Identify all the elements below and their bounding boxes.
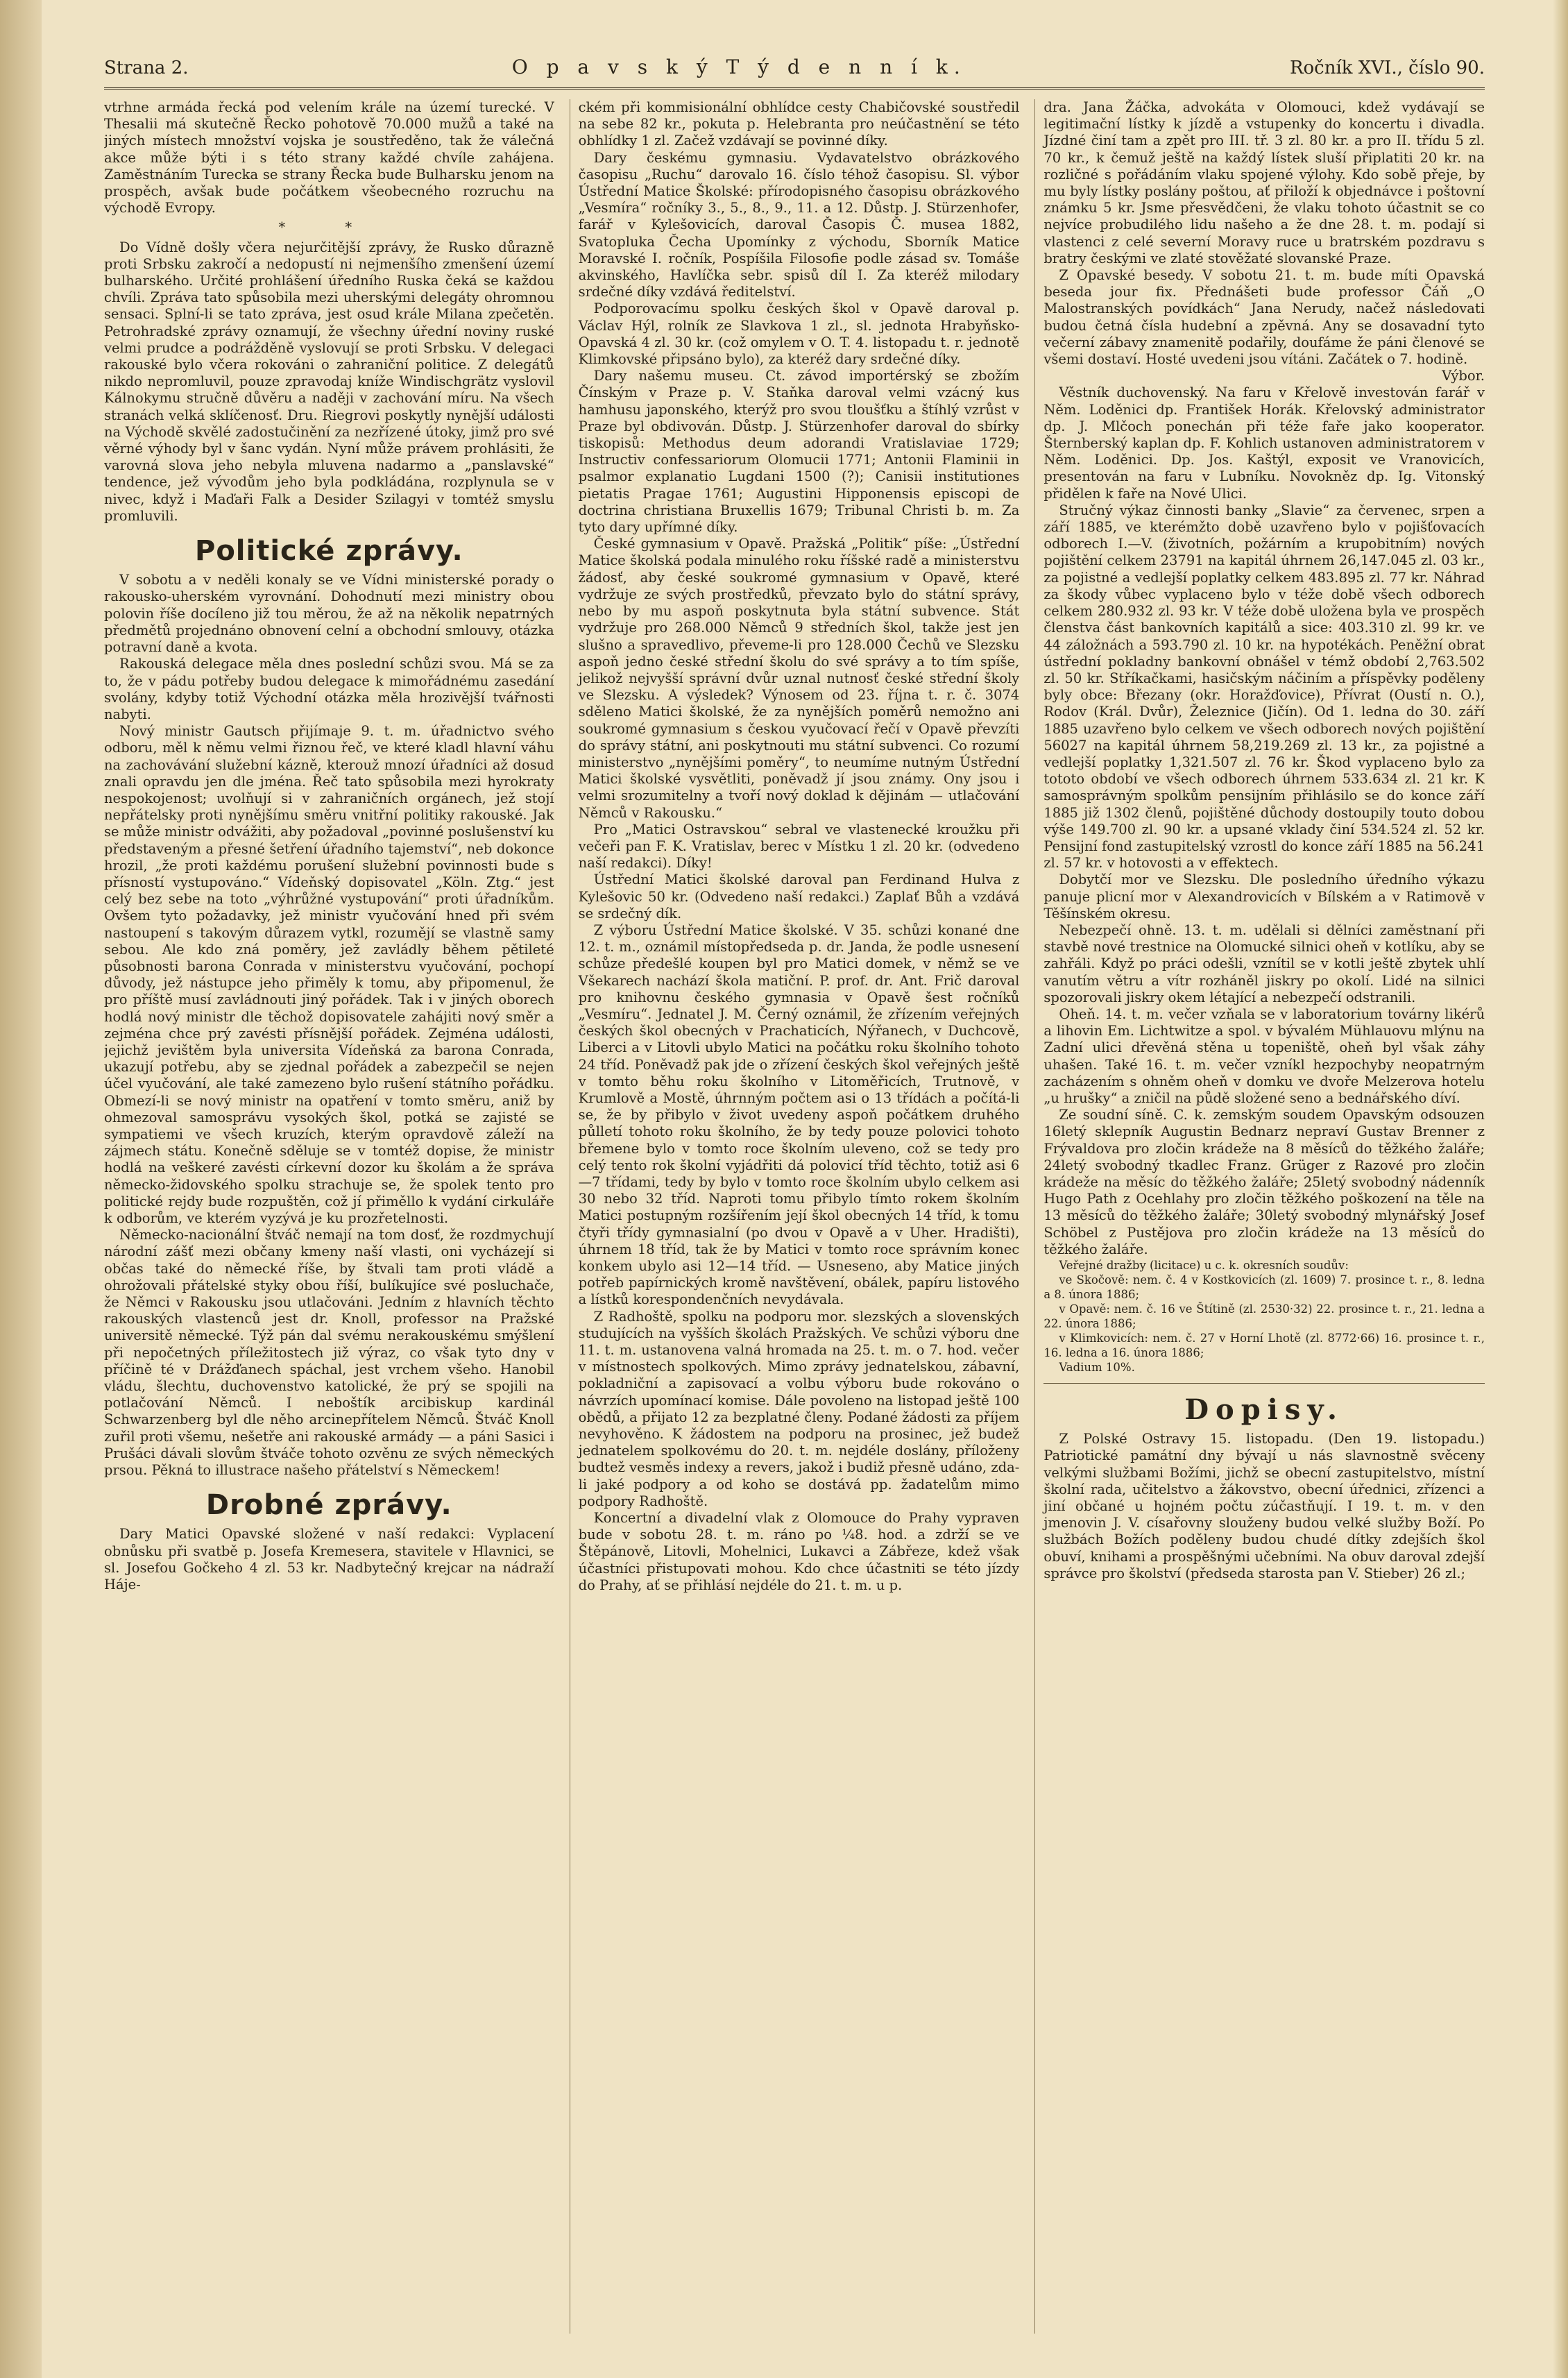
paragraph: Německo-nacionální štváč nemají na tom dosť, že rozdmychují národní zášť mezi občany kmeny naší vlasti, oni vycházejí si občas také do německé říše, by štvali tam proti vládě a ohrožovali přátelské styky obou říší, bulíkujíce své posluchače, že Němci v Rakousku jsou utlačováni. Jedním z hlavních těchto rakouských vlastenců jest dr. Knoll, professor na Pražské universitě německé. Týž pán dal svému nerakouskému smýšlení při nepočetných příležitostech již výraz, co však tyto dny v příčině té v Drážďanech spáchal, jest vrchem všeho. Hanobil vládu, šlechtu, duchovenstvo katolické, že prý se spojili na potlačování Němců. I neboštík arcibiskup kardinál Schwarzenberg byl dle něho arcinepřítelem Němců. Štváč Knoll zuřil proti všemu, nešetře ani rakouské armády — a páni Sasici i Prušáci dávali slovům štváče tohoto ozvěnu ze svých německých prsou. Pěkná to illustrace našeho přátelství s Německem! [104, 1227, 554, 1479]
book-spine-shadow [0, 0, 42, 2378]
newspaper-page [104, 56, 1485, 2345]
column-1 [104, 99, 554, 2334]
auction-line: Veřejné dražby (licitace) u c. k. okresních soudův: [1059, 1259, 1349, 1273]
auction-line: Vadium 10%. [1059, 1361, 1135, 1375]
paragraph: Nebezpečí ohně. 13. t. m. udělali si dělníci zaměstnaní při stavbě nové trestnice na Olomucké silnici oheň v kotlíku, aby se zahřáli. Když po práci odešli, vznítil se v kotli ještě zbytek uhlí vanutím větru a vítr rozháněl jiskry po okolí. Lidé na silnici spozorovali jiskry okem létající a nebezpečí odstranili. [1043, 922, 1485, 1005]
running-head [104, 56, 1485, 90]
paragraph: dra. Jana Žáčka, advokáta v Olomouci, kdež vydávají se legitimační lístky k jízdě a vstupenky do koncertu i divadla. Jízdné činí tam a zpět pro III. tř. 3 zl. 80 kr. a pro II. třídu 5 zl. 70 kr., k čemuž ještě na každý lístek sluší připlatiti 20 kr. na rozličné s pořádáním vlaku spojené výlohy. Kdo sobě přeje, by mu byly lístky poslány poštou, ať přiloží k objednávce i poštovní známku 5 kr. Jsme přesvědčeni, že vlaku tohoto účastnit se co nejvíce probudilého lidu našeho a že dne 28. t. m. podají si vlastenci z celé severní Moravy ruce u bratrském pozdravu s bratry českými ve zlaté stověžaté slovanské Praze. [1043, 99, 1485, 266]
paragraph: Pro „Matici Ostravskou“ sebral ve vlastenecké kroužku při večeři pan F. K. Vratislav, berec v Místku 1 zl. 20 kr. (odvedeno naší redakci). Díky! [578, 821, 1020, 872]
paragraph: Nový ministr Gautsch přijímaje 9. t. m. úřadnictvo svého odboru, měl k němu velmi řiznou řeč, ve které kladl hlavní váhu na zachovávání služební kázně, kterouž mnozí úřadníci až dosud znali opravdu jen dle jména. Řeč tato spůsobila mezi hyrokraty nespokojenost; uvolňují si v zahraničních orgánech, jež stojí nepřátelsky proti nynějšímu směru vnitřní politiky rakouské. Jak se může ministr odvážiti, aby požadoval „povinné poslušenství ku představeným a přesné šetření úřadního tajemství“, neb dokonce hrozil, „že proti každému porušení služební povinnosti bude s přísností vystupováno.“ Vídeňský dopisovatel „Köln. Ztg.“ jest celý bez sebe na toto „výhrůžné vystupování“ proti úřadníkům. Ovšem tyto požadavky, jež ministr vyučování hned při svém nastoupení s takovým důrazem vytkl, rozumějí se vlastně samy sebou. Ale kdo zná poměry, jež zavládly během pětileté působnosti barona Conrada v ministerstvu vyučování, pochopí důvody, jež nástupce jeho přiměly k tomu, aby připomenul, že pro příště musí zavládnouti jiný pořádek. Tak i v jiných oborech hodlá nový ministr dle těchož dopisovatele zahájiti nový směr a zejména chce prý zavésti přísnější pořádek. Zejména události, jejichž jevištěm byla universita Vídeňská za barona Conrada, ukazují potřebu, aby se zjednal pořádek a zabezpečil se nejen účel vyučování, ale také zamezeno bylo rušení státního pořádku. Obmezí-li se nový ministr na opatření v tomto směru, aniž by ohmezoval samosprávu vysokých škol, potká se zajisté se sympatiemi ve všech kruzích, kterým opravdově záleží na zájmech státu. Konečně sděluje se v tomtéž dopise, že ministr hodlá na veškeré zavésti církevní dozor ku školám a že správa německo-židovského spolku strachuje se, že spolek tento pro politické rejdy bude rozpuštěn, což jí přiměllo k vydání cirkuláře k odborům, ve kterém vyzývá je ku prozřetelnosti. [104, 723, 554, 1226]
paragraph: České gymnasium v Opavě. Pražská „Politik“ píše: „Ústřední Matice školská podala minulého roku říšské radě a ministerstvu žádosť, aby české soukromé gymnasium v Opavě, které vydržuje ze svých prostředků, převzato bylo do státní správy, nebo by mu aspoň poskytnuta byla státní subvence. Stát vydržuje pro 268.000 Němců 9 středních škol, takže jest jen slušno a spravedlivo, převeme-li pro 128.000 Čechů ve Slezsku aspoň jedno české střední školu do své správy a to tím spíše, jelikož nejvyšší správní dvůr uznal nutnosť české střední školy ve Slezsku. A výsledek? Výnosem od 23. října t. r. č. 3074 sděleno Matici školské, že za nynějších poměrů nemožno ani soukromé gymnasium s českou vyučovací řečí v Opavě převzíti do správy státní, ani poskytnouti mu státní subvenci. Co rozumí ministerstvo „nynějšími poměry“, to neumíme nutným Ústřední Matici školské vysvětliti, poněvadž jí jsou známy. Ony jsou i velmi srozumitelny a tvoří nový doklad k dějinám — utlačování Němců v Rakousku.“ [578, 536, 1020, 821]
paragraph: Ze soudní síně. C. k. zemským soudem Opavským odsouzen 16letý sklepník Augustin Bednarz nepraví Gustav Brenner z Frývaldova pro zločin krádeže na 8 měsíců do těžkého žaláře; 24letý svobodný tkadlec Franz. Grüger z Razové pro zločin krádeže na měsíc do těžkého žaláře; 25letý svobodný nádenník Hugo Path z Ocehlahy pro zločin těžkého poškození na těle na 13 měsíců do těžkého žaláře; 30letý svobodný mlynářský Josef Schöbel z Pustějova pro zločin krádeže na 13 měsíců do těžkého žaláře. [1043, 1107, 1485, 1257]
paragraph: Stručný výkaz činnosti banky „Slavie“ za červenec, srpen a září 1885, ve kterémžto době uzavřeno bylo v pojišťovacích odborech I.—V. (životních, požárním a krupobitním) nových pojištění celkem 23791 na kapitál úhrnem 26,147.045 zl. 03 kr., za pojistné a vedlejší poplatky celkem 483.895 zl. 77 kr. Náhrad za škody vůbec vyplaceno bylo v téže době všech odborech celkem 280.932 zl. 93 kr. V téže době uložena byla ve prospěch členstva část bankovních kapitálů a sice: 403.310 zl. 99 kr. ve 44 záložnách a 593.790 zl. 10 kr. na hypotékách. Peněžní obrat ústřední pokladny bankovní obnášel v témž období 2,763.502 zl. 50 kr. Stříkačkami, hasičským náčiním a příspěvky poděleny byly obce: Březany (okr. Horažďovice), Přívrat (Oustí n. O.), Rodov (Král. Dvůr), Železnice (Jičín). Od 1. ledna do 30. září 1885 uzavřeno bylo celkem ve všech odborech nových pojištění 56027 na kapitál úhrnem 58,219.269 zl. 13 kr., za pojistné a vedlejší poplatky 1,321.507 zl. 76 kr. Škod vyplaceno bylo za tototo období ve všech odborech úhrnem 533.634 zl. 21 kr. K samosprávným spolkům pensijním přihlásilo se do konce září 1885 již 1302 členů, pojištěné důchody dostoupily touto dobou výše 149.700 zl. 90 kr. a upsané vklady činí 534.524 zl. 52 kr. Pensijní fond zastupitelský vzrostl do konce září 1885 na 56.241 zl. 57 kr. v hotovosti a v effektech. [1043, 502, 1485, 872]
signature: Výbor. [1442, 368, 1485, 384]
paragraph: ckém při kommisionální obhlídce cesty Chabičovské soustředil na sebe 82 kr., pokuta p. Helebranta pro neúčastnění se této obhlídky 1 zl. Začež vzdávají se povinné díky. [578, 99, 1020, 149]
paragraph: Dary českému gymnasiu. Vydavatelstvo obrázkového časopisu „Ruchu“ darovalo 16. číslo téhož časopisu. Sl. výbor Ústřední Matice Školské: přírodopisného časopisu obrázkového „Vesmíra“ ročníky 3., 5., 8., 9., 11. a 12. Důstp. J. Stürzenhofer, farář v Kylešovicích, daroval Časopis Č. musea 1882, Svatopluka Čecha Upomínky z východu, Sborník Matice Moravské I. ročník, Pospíšila Filosofie podle zásad sv. Tomáše akvinského, Havlíčka sebr. spisů díl I. Za kteréž milodary srdečné díky vzdává ředitelství. [578, 149, 1020, 300]
text-columns [104, 99, 1485, 2334]
section-heading: Drobné zprávy. [205, 1489, 452, 1522]
divider [1043, 1383, 1485, 1384]
paragraph: Z Radhoště, spolku na podporu mor. slezských a slovenských studujících na vyšších školách Pražských. Ve schůzi výboru dne 11. t. m. ustanovena valná hromada na 25. t. m. o 7. hod. večer v místnostech spolkových. Mimo zprávy jednatelskou, zábavní, pokladniční a zapisovací a volbu výboru bude rokováno o návrzích upomínací komise. Dále povoleno na listopad ještě 100 obědů, a přijato 12 za bezplatné členy. Podané žádosti za příjem nevyhověno. K žádostem na podporu na prosinec, jež budež jednatelem spolkovému do 20. t. m. nejdéle doslány, příloženy budtež vesměs indexy a revers, jakož i budiž přesně udáno, zda-li jaké podpory a od koho se dostává pp. žadatelům mimo podpory Radhoště. [578, 1308, 1020, 1509]
page-edge-shadow [1553, 0, 1568, 2378]
paragraph: Věstník duchovenský. Na faru v Křelově investován farář v Něm. Loděnici dp. František Horák. Křelovský administrator dp. J. Mlčoch ponechán při téže faře jako kooperator. Šternberský kaplan dp. F. Kohlich ustanoven administratorem v Něm. Loděnici. Dp. Jos. Kaštýl, exposit ve Vranovicích, presentován na faru v Lubníku. Novokněz dp. Ig. Vitonský přidělen k faře na Nové Ulici. [1043, 384, 1485, 502]
paragraph: Z výboru Ústřední Matice školské. V 35. schůzi konané dne 12. t. m., oznámil místopředseda p. dr. Janda, že podle usnesení schůze předešlé koupen byl pro Matici domek, v němž se ve Všekarech nachází škola matiční. P. prof. dr. Ant. Frič daroval pro knihovnu českého gymnasia v Opavě šest ročníků „Vesmíru“. Jednatel J. M. Černý oznámil, že zřízením veřejných českých škol obecných v Prachaticích, Nýřanech, v Duchcově, Liberci a v Litovli ubylo Matici na počátku roku školního tohoto 24 tříd. Poněvadž pak jde o zřízení českých škol veřejných ještě v tomto běhu roku školního v Litoměřicích, Trutnově, v Krumlově a Mostě, úhrnným počtem asi o 13 třídách a počítá-li se, že by přibylo v život uvedeny aspoň počátkem druhého půlletí tohoto roku školního, že by tedy pouze polovici tohoto břemene bylo v tomto roce školním ulevenо, což se tedy pro celý tento rok školní vyjádřiti dá polovicí tříd těchto, totiž asi 6—7 třídami, tedy by bylo v tomto roce školním ubylo celkem asi 30 nebo 32 tříd. Naproti tomu přibylo tímto rokem školním Matici postupným rozšířením její škol obecných 14 tříd, k tomu čtyři třídy gymnasialní (po dvou v Opavě a v Uher. Hradišti), úhrnem 18 tříd, tak že by Matici v tomto roce správním konec konkem ubylo asi 12—14 tříd. — Usneseno, aby Matice jiných potřeb papírnických kromě navštěvení, obálek, papíru listového a lístků korespondenčních nevydávala. [578, 922, 1020, 1308]
column-2 [570, 99, 1020, 2334]
auction-line: ve Skočově: nem. č. 4 v Kostkovicích (zl. 1609) 7. prosince t. r., 8. ledna a 8. února 1886; [1043, 1273, 1485, 1302]
paragraph: Dary Matici Opavské složené v naší redakci: Vyplacení obnůsku při svatbě p. Josefa Kremesera, stavitele v Hlavnici, se sl. Josefou Gočkeho 4 zl. 53 kr. Nadbytečný krejcar na nádraží Háje- [104, 1526, 554, 1593]
separator-stars: * * [278, 219, 380, 236]
paragraph: Ústřední Matici školské daroval pan Ferdinand Hulva z Kylešovic 50 kr. (Odvedeno naší redakci.) Zaplať Bůh a vzdává se srdečný dík. [578, 872, 1020, 922]
paragraph: Oheň. 14. t. m. večer vzňala se v laboratorium továrny likérů a lihovin Em. Lichtwitze a spol. v bývalém Mühlauovu mlýnu na Zadní ulici dřevěná stěna u topeniště, oheň byl však záhy uhašen. Také 16. t. m. večer vzníkl hezpochyby neopatrným zacházením s ohněm oheň v domku ve dvoře Melzerova hotelu „u hrušky“ a zničil na půdě složené seno a bednářského díví. [1043, 1005, 1485, 1106]
paragraph: Dobytčí mor ve Slezsku. Dle posledního úředního výkazu panuje plicní mor v Alexandrovicích v Bílském a v Ratimově v Těšínském okresu. [1043, 872, 1485, 922]
page-number: Strana 2. [104, 58, 189, 78]
paragraph: Z Opavské besedy. V sobotu 21. t. m. bude míti Opavská beseda jour fix. Přednášeti bude professor Čáň „O Malostranských povídkách“ Jana Nerudy, načež následovati budou četná čísla hudební a zpěvná. Any se dosavadní tyto večerní zábavy znamenitě podařily, doufáme že páni členové se všemi dostaví. Hosté uvedeni jsou vítáni. Začátek o 7. hodině. [1043, 267, 1485, 368]
column-3 [1034, 99, 1485, 2334]
section-heading: Dopisy. [1184, 1393, 1344, 1427]
paragraph: Z Polské Ostravy 15. listopadu. (Den 19. listopadu.) Patriotické památní dny bývají u nás slavnostně svěceny velkými službami Božími, jichž se obecní zastupitelstvo, místní školní rada, učitelstvo a žákovstvo, obecní úřednici, zřízenci a jiní občané u hojném počtu zúčastňují. I 19. t. m. v den jmenovin J. V. císařovny slouženy budou velké služby Boží. Po službách Božích poděleny budou chudé dítky zdejších škol obuví, knihami a prospěšnými učebními. Na obuv daroval zdejší správce pro školství (předseda starosta pan V. Stieber) 26 zl.; [1043, 1431, 1485, 1581]
newspaper-title: O p a v s k ý T ý d e n n í k. [511, 56, 966, 78]
paragraph: V sobotu a v neděli konaly se ve Vídni ministerské porady o rakousko-uherském vyrovnání. Dohodnutí mezi ministry obou polovin říše docíleno již tou měrou, že až na několik nepatrných předmětů projednáno obnovení celní a obchodní smlouvy, otázka potravní daně a kvota. [104, 572, 554, 656]
paragraph: Rakouská delegace měla dnes poslední schůzi svou. Má se za to, že v pádu potřeby budou delegace k mimořádnému zasedání svolány, kdyby totiž Východní otázka měla hrozivější tvářnosti nabyti. [104, 656, 554, 722]
auction-line: v Opavě: nem. č. 16 ve Štítině (zl. 2530·32) 22. prosince t. r., 21. ledna a 22. února 1886; [1043, 1302, 1485, 1331]
section-heading: Politické zprávy. [195, 535, 463, 568]
auction-line: v Klimkovicích: nem. č. 27 v Horní Lhotě (zl. 8772·66) 16. prosince t. r., 16. ledna a 16. února 1886; [1043, 1332, 1485, 1360]
paragraph: Podporovacímu spolku českých škol v Opavě daroval p. Václav Hýl, rolník ze Slavkova 1 zl., sl. jednota Hrabyňsko-Opavská 4 zl. 30 kr. (což omylem v O. T. 4. listopadu t. r. jednotě Klimkovské připsáno bylo), za kteréž dary srdečné díky. [578, 300, 1020, 368]
paragraph: vtrhne armáda řecká pod velením krále na území turecké. V Thesalii má skutečně Řecko pohotově 70.000 mužů a také na jiných místech množství vojska je soustředěno, tak že válečná akce může býti i s této strany každé chvíle zahájena. Zaměstnáním Turecka se strany Řecka bude Bulharsku jenom na prospěch, avšak bude počátkem všeobecného rozruchu na východě Evropy. [104, 99, 554, 216]
paragraph: Dary našemu museu. Ct. závod importérský se zbožím Čínským v Praze p. V. Staňka daroval velmi vzácný kus hamhusu japonského, kterýž pro svou tloušťku a štíhlý vzrůst v Praze byl obdivován. Důstp. J. Stürzenhofer daroval do sbírky tiskopisů: Methodus deum adorandi Vratislaviae 1729; Instructiv confessariorum Olomucii 1771; Antonii Flaminii in psalmor explanatio Lugdani 1500 (?); Canisii institutiones pietatis Pragae 1761; Augustini Hipponensis episcopi de doctrina christiana Bruxellis 1679; Tribunal Christi b. m. Za tyto dary upřímné díky. [578, 368, 1020, 536]
paragraph: Do Vídně došly včera nejurčitější zprávy, že Rusko důrazně proti Srbsku zakročí a nedopustí ni nejmenšího zmenšení území bulharského. Určité prohlášení úředního Ruska čeká se každou chvíli. Zpráva tato spůsobila mezi uherskými delegáty ohromnou sensaci. Splní-li se tato zpráva, jest osud krále Milana zpečetěn. Petrohradské zprávy oznamují, že všechny úřední noviny ruské velmi prudce a podrážděně vyslovují se proti Srbsku. V delegaci rakouské bylo včera rokováni o zahraniční politice. Z delegátů nikdo nepromluvil, pouze zpravodaj kníže Windischgrätz vyslovil Kálnokymu stručně důvěru a naději v zachování míru. Na všech stranách velká sklíčenosť. Dru. Riegrovi poskytly nynější události na Východě skvělé zadostučinění za nezřízené útoky, jimž pro své věrné výhody byl v šanc vydán. Nyní může právem prohlásiti, že varovná slova jeho nebyla mluvena nadarmo a „panslavské“ tendence, jež vývodům jeho byla podkládána, rozplynula se v nivec, když i Maďaři Falk a Desider Szilagyi v tomtéž smyslu promluvili. [104, 239, 554, 524]
auction-notices [1043, 1258, 1485, 1375]
issue-number: Ročník XVI., číslo 90. [1289, 58, 1485, 78]
paragraph: Koncertní a divadelní vlak z Olomouce do Prahy vypraven bude v sobotu 28. t. m. ráno po ¼8. hod. a zdrží se ve Štěpánově, Litovli, Mohelnici, Lukavci a Zábřeze, kdež však účastníci přistupovati mohou. Kdo chce účastniti se této jízdy do Prahy, ať se přihlásí nejdéle do 21. t. m. u p. [578, 1510, 1020, 1593]
